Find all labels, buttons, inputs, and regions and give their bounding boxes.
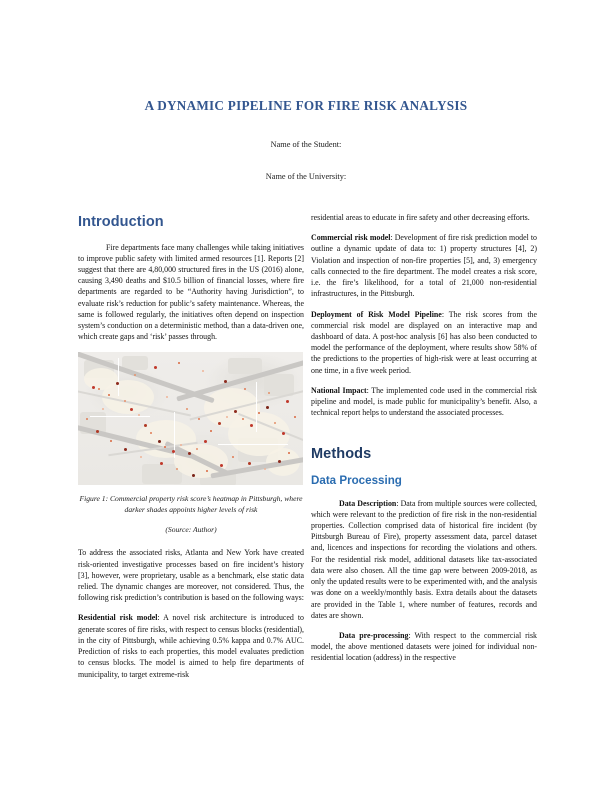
intro-paragraph-1: Fire departments face many challenges while taking initiatives to improve public safety with limited armed resources [1]. Reports [2] suggest that there are 4,80,000 structured fires in the US (2016) alone, causing 3,490 deaths and $10.5 billion of financial losses, where fire departments are regarded to be “Authority having Jurisdiction”, to evaluate risk’s reduction for public’s safety maintenance. Whereas, the same is followed regularly, the initiatives often depend on inspection system’s conduction on a deterministic method, than a data-driven one, which create gaps and ‘risk’ passes through. (78, 242, 304, 342)
risk-point (134, 374, 136, 376)
risk-point (278, 460, 281, 463)
figure-1 (78, 352, 304, 536)
risk-point (266, 406, 269, 409)
commercial-risk-model-paragraph (311, 232, 537, 299)
risk-point (210, 430, 212, 432)
national-impact-paragraph (311, 385, 537, 419)
data-preprocessing-paragraph (311, 630, 537, 664)
risk-point (288, 452, 290, 454)
deployment-pipeline-lead: Deployment of Risk Model Pipeline (311, 309, 442, 319)
university-name-line: Name of the University: (265, 172, 347, 181)
map-parcel-field (84, 368, 118, 390)
risk-point (242, 418, 244, 420)
map-street (218, 444, 288, 445)
risk-point (192, 474, 195, 477)
fire-risk-heatmap-image (78, 352, 303, 485)
risk-point (186, 408, 188, 410)
risk-point (180, 444, 182, 446)
section-spacer (311, 428, 537, 444)
risk-point (198, 418, 200, 420)
section-heading-methods: Methods (311, 445, 372, 462)
risk-point (268, 392, 270, 394)
national-impact-lead: National Impact (311, 385, 367, 395)
risk-point (92, 386, 95, 389)
figure-source: (Source: Author) (165, 524, 217, 534)
risk-point (274, 422, 276, 424)
risk-point (220, 464, 223, 467)
map-street (90, 416, 150, 417)
commercial-risk-model-lead: Commercial risk model (311, 233, 391, 243)
data-description-lead: Data Description (339, 498, 397, 508)
risk-point (144, 424, 147, 427)
page-title: A DYNAMIC PIPELINE FOR FIRE RISK ANALYSIS (144, 98, 468, 113)
risk-point (232, 456, 234, 458)
risk-point (286, 400, 289, 403)
risk-point (160, 462, 163, 465)
continuation-paragraph: residential areas to educate in fire safety and other decreasing efforts. (311, 213, 530, 222)
risk-point (172, 450, 175, 453)
residential-risk-model-body: : A novel risk architecture is introduced to generate scores of fire risks, with respect to census blocks (residential), in the city of Pittsburgh, while achieving 0.5% kappa and 0.7% AUC. Prediction of risks to each properties, this model evaluates prediction to census blocks. The model is aimed to help fire departments of municipality, to target extreme-risk (78, 613, 304, 679)
residential-risk-model-paragraph (78, 612, 304, 679)
risk-point (108, 394, 110, 396)
risk-point (130, 408, 133, 411)
risk-point (96, 430, 99, 433)
section-heading-introduction: Introduction (78, 214, 164, 230)
map-street (118, 358, 119, 396)
risk-point (234, 410, 237, 413)
national-impact-body: : The implemented code used in the commercial risk pipeline and model, is made public for municipality’s benefit. Also, a technical report helps to understand the associated processes. (311, 385, 537, 418)
data-description-body: : Data from multiple sources were collected, which were relevant to the prediction of fire risk in the non-residential properties. Collection comprised data of historical fire incident (by Pittsburgh Bureau of Fire), property assessment data, parcel dataset and, licences and inspections for recording the violations and others. For the residential risk model, additional datasets like tax-associated data were also chosen. All the time gap were between 2009-2018, as only the updated results were to be experimented with, and the analysis was done on a weekly/monthly basis. Extra details about the datasets are provided in the Table 1, where number of features, records and dates are shown. (311, 498, 537, 620)
risk-point (158, 440, 161, 443)
left-column (78, 212, 304, 689)
risk-point (98, 388, 100, 390)
figure-caption: Figure 1: Commercial property risk score’s heatmap in Pittsburgh, where darker shades appoints higher levels of risk (79, 493, 303, 514)
risk-point (282, 432, 285, 435)
residential-risk-model-lead: Residential risk model (78, 613, 158, 623)
data-preprocessing-lead: Data pre-processing (339, 630, 409, 640)
risk-point (150, 432, 152, 434)
risk-point (226, 416, 228, 418)
risk-point (124, 400, 126, 402)
risk-point (206, 470, 208, 472)
map-block (228, 358, 262, 374)
risk-point (86, 418, 88, 420)
risk-point (102, 408, 104, 410)
risk-point (218, 422, 221, 425)
intro-paragraph-2: To address the associated risks, Atlanta and New York have created risk-oriented investigative processes based on fire incident’s history [3], however, were proprietary, usable as a benchmark, else static data relied. The dynamic changes are moreover, not considered. Thus, the following risk prediction’s contribution is based on the following ways: (78, 548, 304, 603)
risk-point (248, 462, 251, 465)
risk-point (140, 456, 142, 458)
data-preprocessing-body: : With respect to the commercial risk model, the above mentioned datasets were joined for individual non-residential location (address) in the respective (311, 630, 537, 663)
risk-point (250, 424, 253, 427)
risk-point (178, 362, 180, 364)
deployment-pipeline-paragraph (311, 309, 537, 376)
deployment-pipeline-body: : The risk scores from the commercial risk model are displayed on an interactive map and dashboard of data. A post-hoc analysis [6] has also been conducted to model the performance of the deployment, where results show 58% of the predictions to the properties of high-risk were at least occurring at one time, in a five week period. (311, 309, 537, 375)
student-name-line: Name of the Student: (270, 140, 342, 149)
commercial-risk-model-body: : Development of fire risk prediction model to outline a dynamic update of data to: 1) property structures [4], 2) Violation and inspection of non-fire properties [5], and, 3) emergency calls connected to the fire department. The model creates a risk score, i.e. the fire’s likelihood, for a total of 21,000 non-residential infrastructures, in the Pittsburgh. (311, 233, 538, 299)
risk-point (224, 380, 227, 383)
map-street (256, 382, 257, 432)
risk-point (116, 382, 119, 385)
risk-point (264, 468, 266, 470)
risk-point (110, 440, 112, 442)
risk-point (244, 388, 246, 390)
risk-point (294, 416, 296, 418)
right-column (311, 212, 537, 673)
risk-point (166, 396, 168, 398)
risk-point (188, 452, 191, 455)
subheading-data-processing: Data Processing (311, 474, 402, 488)
risk-point (176, 468, 178, 470)
risk-point (164, 446, 166, 448)
data-description-paragraph (311, 498, 537, 621)
risk-point (196, 448, 198, 450)
risk-point (154, 366, 157, 369)
risk-point (258, 412, 260, 414)
risk-point (138, 414, 140, 416)
risk-point (202, 370, 204, 372)
risk-point (124, 448, 127, 451)
risk-point (204, 440, 207, 443)
